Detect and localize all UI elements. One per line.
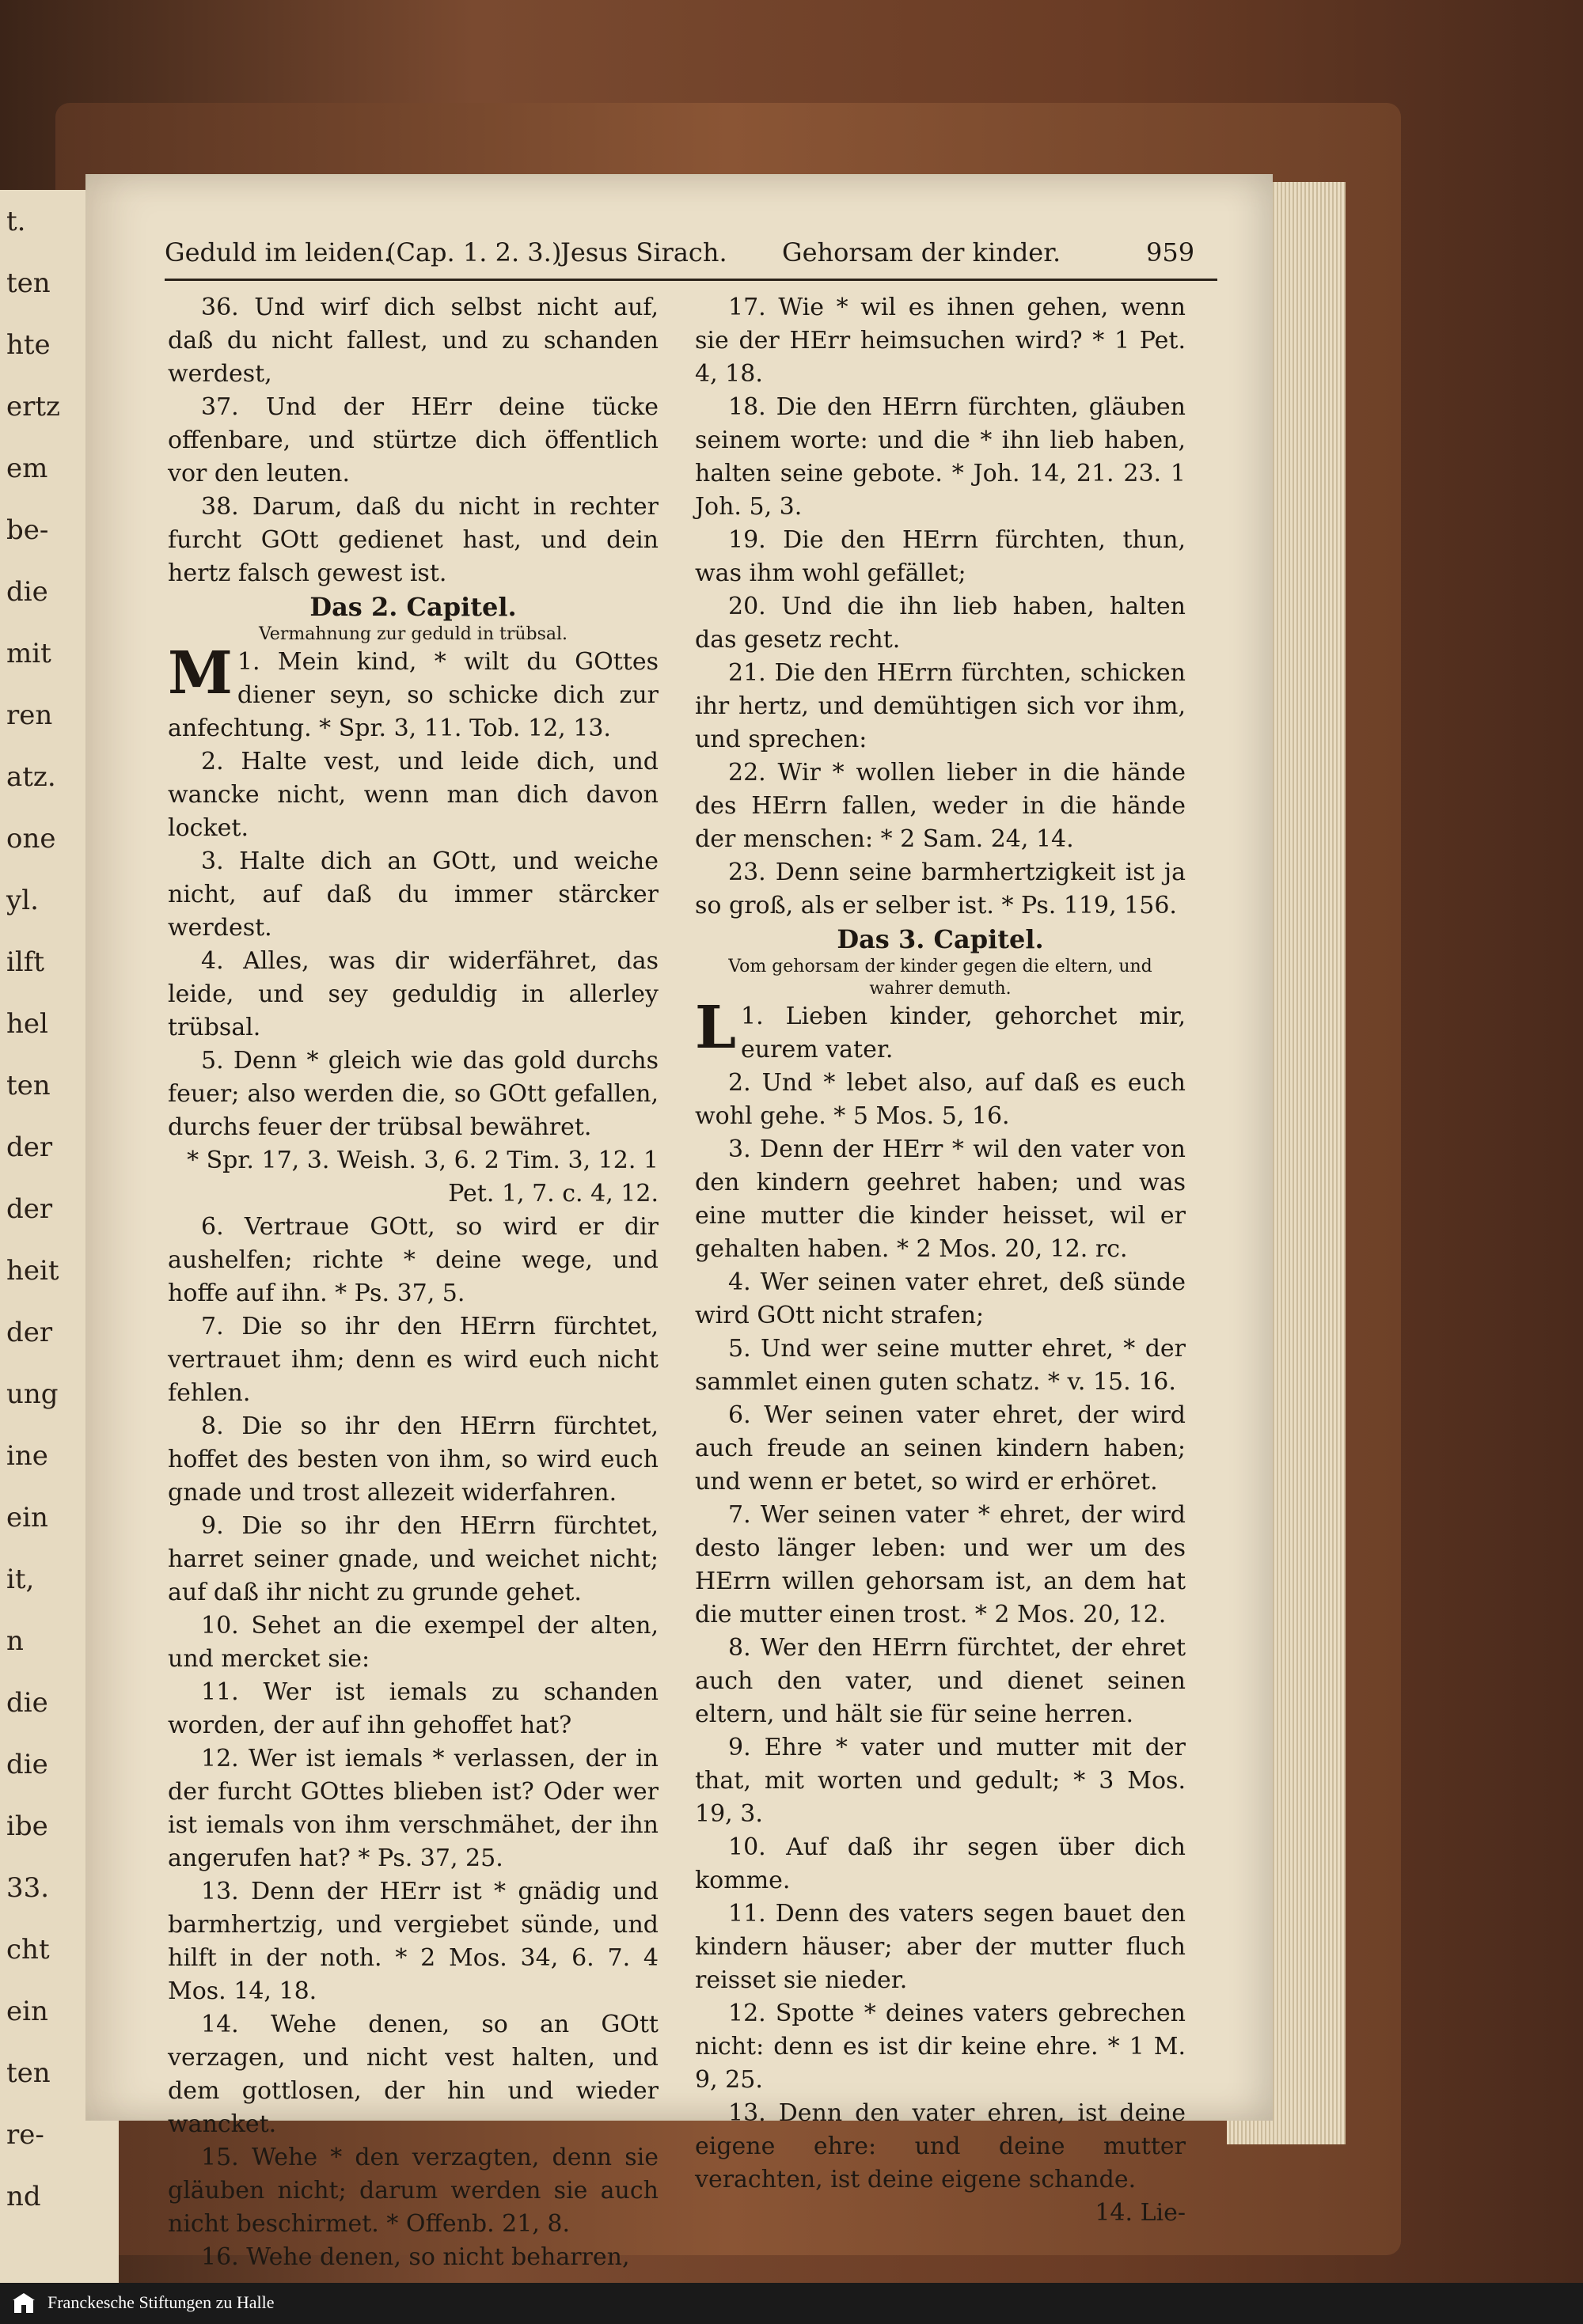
verse bbox=[168, 639, 659, 745]
verse-text: 16. Wehe denen, so nicht beharren, bbox=[201, 2243, 630, 2271]
verse-text: 15. Wehe * den verzagten, denn sie gläuben nicht; darum werden sie auch nicht beschirmet. * Offenb. 21, 8. bbox=[168, 2144, 659, 2238]
verse bbox=[168, 1875, 659, 2008]
left-page-text-fragment: ten bbox=[6, 267, 51, 299]
verse-text: 17. Wie * wil es ihnen gehen, wenn sie der HErr heimsuchen wird? * 1 Pet. 4, 18. bbox=[695, 294, 1186, 388]
verse-text: Vom gehorsam der kinder gegen die eltern, und wahrer demuth. bbox=[728, 957, 1152, 999]
cross-reference bbox=[695, 2197, 1186, 2230]
verse bbox=[695, 1897, 1186, 1997]
verse bbox=[168, 1609, 659, 1676]
verse-text: 19. Die den HErrn fürchten, thun, was ihm wohl gefället; bbox=[695, 526, 1186, 587]
page-number: 959 bbox=[1146, 237, 1195, 267]
verse-text: 11. Denn des vaters segen bauet den kindern häuser; aber der mutter fluch reisset sie nieder. bbox=[695, 1900, 1186, 1994]
verse-text: Das 3. Capitel. bbox=[837, 924, 1044, 954]
chapter-summary bbox=[695, 956, 1186, 1000]
verse bbox=[695, 1399, 1186, 1499]
verse bbox=[695, 856, 1186, 923]
left-page-text-fragment: be- bbox=[6, 514, 49, 546]
verse bbox=[695, 391, 1186, 524]
verse bbox=[168, 491, 659, 590]
verse-text: Das 2. Capitel. bbox=[309, 592, 517, 622]
left-page-text-fragment: ein bbox=[6, 1502, 48, 1534]
left-page-text-fragment: re- bbox=[6, 2119, 44, 2151]
verse-text: Vermahnung zur geduld in trübsal. bbox=[258, 624, 568, 644]
verse bbox=[695, 1731, 1186, 1831]
verse-text: 20. Und die ihn lieb haben, halten das gesetz recht. bbox=[695, 593, 1186, 654]
left-page-text-fragment: ren bbox=[6, 699, 53, 731]
verse-text: 38. Darum, daß du nicht in rechter furcht GOtt gedienet hast, und dein hertz falsch gewest ist. bbox=[168, 493, 659, 587]
header-rule bbox=[165, 279, 1217, 281]
verse-text: 22. Wir * wollen lieber in die hände des HErrn fallen, weder in die hände der menschen: * 2 Sam. 24, 14. bbox=[695, 759, 1186, 853]
left-page-text-fragment: one bbox=[6, 823, 56, 855]
verse bbox=[695, 2097, 1186, 2197]
verse bbox=[695, 1499, 1186, 1632]
verse-text: 7. Wer seinen vater * ehret, der wird desto länger leben: und wer um des HErrn willen gehorsam ist, an dem hat die mutter einen trost. * 2 Mos. 20, 12. bbox=[695, 1501, 1186, 1628]
verse-text: 10. Sehet an die exempel der alten, und mercket sie: bbox=[168, 1612, 659, 1673]
verse bbox=[168, 1044, 659, 1144]
left-page-text-fragment: 33. bbox=[6, 1872, 50, 1904]
left-page-text-fragment: ine bbox=[6, 1440, 48, 1472]
verse bbox=[168, 745, 659, 845]
verse bbox=[695, 1133, 1186, 1266]
verse bbox=[695, 1632, 1186, 1731]
left-page-text-fragment: em bbox=[6, 453, 48, 484]
left-page-text-fragment: ibe bbox=[6, 1810, 48, 1842]
verse-text: 9. Ehre * vater und mutter mit der that, mit worten und gedult; * 3 Mos. 19, 3. bbox=[695, 1734, 1186, 1828]
left-page-text-fragment: mit bbox=[6, 638, 51, 669]
left-page-text-fragment: ten bbox=[6, 1070, 51, 1101]
left-page-text-fragment: atz. bbox=[6, 761, 56, 793]
verse bbox=[168, 2141, 659, 2241]
left-page-text-fragment: t. bbox=[6, 206, 26, 237]
chapter-heading bbox=[168, 590, 659, 624]
verse bbox=[695, 1333, 1186, 1399]
header-chapters: (Cap. 1. 2. 3.) bbox=[386, 237, 562, 267]
verse bbox=[168, 845, 659, 945]
verse-text: 36. Und wirf dich selbst nicht auf, daß du nicht fallest, und zu schanden werdest, bbox=[168, 294, 659, 388]
verse bbox=[168, 1676, 659, 1742]
verse bbox=[168, 945, 659, 1044]
verse bbox=[695, 590, 1186, 657]
left-page-text-fragment: it, bbox=[6, 1564, 35, 1595]
verse-text: 8. Die so ihr den HErrn fürchtet, hoffet des besten von ihm, so wird euch gnade und trost allezeit widerfahren. bbox=[168, 1412, 659, 1507]
verse bbox=[695, 994, 1186, 1067]
verse-text: 12. Spotte * deines vaters gebrechen nicht: denn es ist dir keine ehre. * 1 M. 9, 25. bbox=[695, 2000, 1186, 2094]
verse-text: 8. Wer den HErrn fürchtet, der ehret auch den vater, und dienet seinen eltern, und hält sie für seine herren. bbox=[695, 1634, 1186, 1728]
chapter-summary bbox=[168, 624, 659, 646]
left-page-text-fragment: die bbox=[6, 1687, 48, 1719]
verse-text: 23. Denn seine barmhertzigkeit ist ja so groß, als er selber ist. * Ps. 119, 156. bbox=[695, 859, 1186, 919]
left-page-text-fragment: der bbox=[6, 1317, 53, 1348]
verse-text: 9. Die so ihr den HErrn fürchtet, harret seiner gnade, und weichet nicht; auf daß ihr nicht zu grunde gehet. bbox=[168, 1512, 659, 1606]
verse-text: 14. Lie- bbox=[1095, 2199, 1186, 2227]
verse bbox=[168, 1510, 659, 1609]
verse-text: 6. Wer seinen vater ehret, der wird auch freude an seinen kindern haben; und wenn er betet, so wird er erhöret. bbox=[695, 1401, 1186, 1496]
left-page-text-fragment: die bbox=[6, 576, 48, 608]
header-left: Geduld im leiden. bbox=[165, 237, 392, 267]
left-page-text-fragment: der bbox=[6, 1193, 53, 1225]
left-page-text-fragment: ein bbox=[6, 1996, 48, 2027]
verse bbox=[168, 1310, 659, 1410]
verse bbox=[168, 1211, 659, 1310]
verse bbox=[168, 2008, 659, 2141]
left-page-text-fragment: heit bbox=[6, 1255, 59, 1287]
left-page-text-fragment: hte bbox=[6, 329, 51, 361]
verse-text: 10. Auf daß ihr segen über dich komme. bbox=[695, 1833, 1186, 1894]
left-page-text-fragment: ertz bbox=[6, 391, 60, 423]
verse-text: 1. Lieben kinder, gehorchet mir, eurem vater. bbox=[741, 1003, 1186, 1063]
verse bbox=[168, 2241, 659, 2274]
verse-text: 21. Die den HErrn fürchten, schicken ihr hertz, und demühtigen sich vor ihm, und sprechen: bbox=[695, 659, 1186, 753]
verse-text: 1. Mein kind, * wilt du GOttes diener seyn, so schicke dich zur anfechtung. * Spr. 3, 11. Tob. 12, 13. bbox=[168, 648, 659, 742]
left-page-text-fragment: nd bbox=[6, 2181, 41, 2212]
verse-text: 13. Denn der HErr ist * gnädig und barmhertzig, und vergiebet sünde, und hilft in der noth. * 2 Mos. 34, 6. 7. 4 Mos. 14, 18. bbox=[168, 1878, 659, 2005]
verse-text: 7. Die so ihr den HErrn fürchtet, vertrauet ihm; denn es wird euch nicht fehlen. bbox=[168, 1313, 659, 1407]
footer-bar bbox=[0, 2283, 1583, 2324]
verse-text: 14. Wehe denen, so an GOtt verzagen, und nicht vest halten, und dem gottlosen, der hin und wieder wancket. bbox=[168, 2011, 659, 2138]
verse bbox=[695, 756, 1186, 856]
institution-name: Franckesche Stiftungen zu Halle bbox=[47, 2292, 275, 2312]
verse-text: 2. Halte vest, und leide dich, und wancke nicht, wenn man dich davon locket. bbox=[168, 748, 659, 842]
drop-initial: L bbox=[695, 994, 737, 1062]
verse-text: 4. Wer seinen vater ehret, deß sünde wird GOtt nicht strafen; bbox=[695, 1268, 1186, 1329]
left-page-text-fragment: die bbox=[6, 1749, 48, 1780]
verse-text: 3. Denn der HErr * wil den vater von den kindern geehret haben; und was eine mutter die kinder heisset, wil er gehalten haben. * 2 Mos. 20, 12. rc. bbox=[695, 1135, 1186, 1263]
verse-text: 13. Denn den vater ehren, ist deine eigene ehre: und deine mutter verachten, ist deine eigene schande. bbox=[695, 2099, 1186, 2193]
left-page-text-fragment: cht bbox=[6, 1934, 50, 1966]
verse bbox=[695, 657, 1186, 756]
institution-logo-icon bbox=[11, 2291, 36, 2316]
left-column bbox=[168, 291, 659, 2274]
verse bbox=[695, 524, 1186, 590]
verse-text: 4. Alles, was dir widerfähret, das leide, und sey geduldig in allerley trübsal. bbox=[168, 947, 659, 1041]
verse bbox=[168, 391, 659, 491]
left-page-text-fragment: hel bbox=[6, 1008, 48, 1040]
left-page-text-fragment: n bbox=[6, 1625, 24, 1657]
chapter-heading bbox=[695, 923, 1186, 956]
verse-text: 18. Die den HErrn fürchten, gläuben seinem worte: und die * ihn lieb haben, halten seine gebote. * Joh. 14, 21. 23. 1 Joh. 5, 3. bbox=[695, 393, 1186, 521]
drop-initial: M bbox=[168, 639, 233, 707]
verse-text: 5. Und wer seine mutter ehret, * der sammlet einen guten schatz. * v. 15. 16. bbox=[695, 1335, 1186, 1396]
verse bbox=[168, 1742, 659, 1875]
cross-reference bbox=[168, 1144, 659, 1211]
right-column bbox=[695, 291, 1186, 2230]
left-page-text-fragment: der bbox=[6, 1132, 53, 1163]
verse-text: 6. Vertraue GOtt, so wird er dir aushelfen; richte * deine wege, und hoffe auf ihn. * Ps. 37, 5. bbox=[168, 1213, 659, 1307]
running-header bbox=[165, 237, 1217, 277]
verse-text: 37. Und der HErr deine tücke offenbare, und stürtze dich öffentlich vor den leuten. bbox=[168, 393, 659, 487]
left-page-text-fragment: ung bbox=[6, 1378, 59, 1410]
left-page-text-fragment: ilft bbox=[6, 946, 44, 978]
verse-text: 5. Denn * gleich wie das gold durchs feuer; also werden die, so GOtt gefallen, durchs feuer der trübsal bewähret. bbox=[168, 1047, 659, 1141]
verse bbox=[168, 1410, 659, 1510]
book-page bbox=[85, 174, 1273, 2271]
verse bbox=[695, 1997, 1186, 2097]
verse-text: 3. Halte dich an GOtt, und weiche nicht, auf daß du immer stärcker werdest. bbox=[168, 847, 659, 942]
verse bbox=[168, 291, 659, 391]
verse-text: 12. Wer ist iemals * verlassen, der in der furcht GOttes blieben ist? Oder wer ist iemals von ihm verschmähet, der ihn angerufen hat? * Ps. 37, 25. bbox=[168, 1745, 659, 1872]
verse bbox=[695, 1067, 1186, 1133]
verse bbox=[695, 1266, 1186, 1333]
verse bbox=[695, 291, 1186, 391]
left-page-text-fragment: ten bbox=[6, 2057, 51, 2089]
left-page-text-fragment: yl. bbox=[6, 885, 39, 916]
header-book: Jesus Sirach. bbox=[560, 237, 727, 267]
verse-text: * Spr. 17, 3. Weish. 3, 6. 2 Tim. 3, 12. 1 Pet. 1, 7. c. 4, 12. bbox=[187, 1147, 659, 1207]
header-right: Gehorsam der kinder. bbox=[782, 237, 1061, 267]
verse-text: 2. Und * lebet also, auf daß es euch wohl gehe. * 5 Mos. 5, 16. bbox=[695, 1069, 1186, 1130]
verse bbox=[695, 1831, 1186, 1897]
verse-text: 11. Wer ist iemals zu schanden worden, der auf ihn gehoffet hat? bbox=[168, 1678, 659, 1739]
